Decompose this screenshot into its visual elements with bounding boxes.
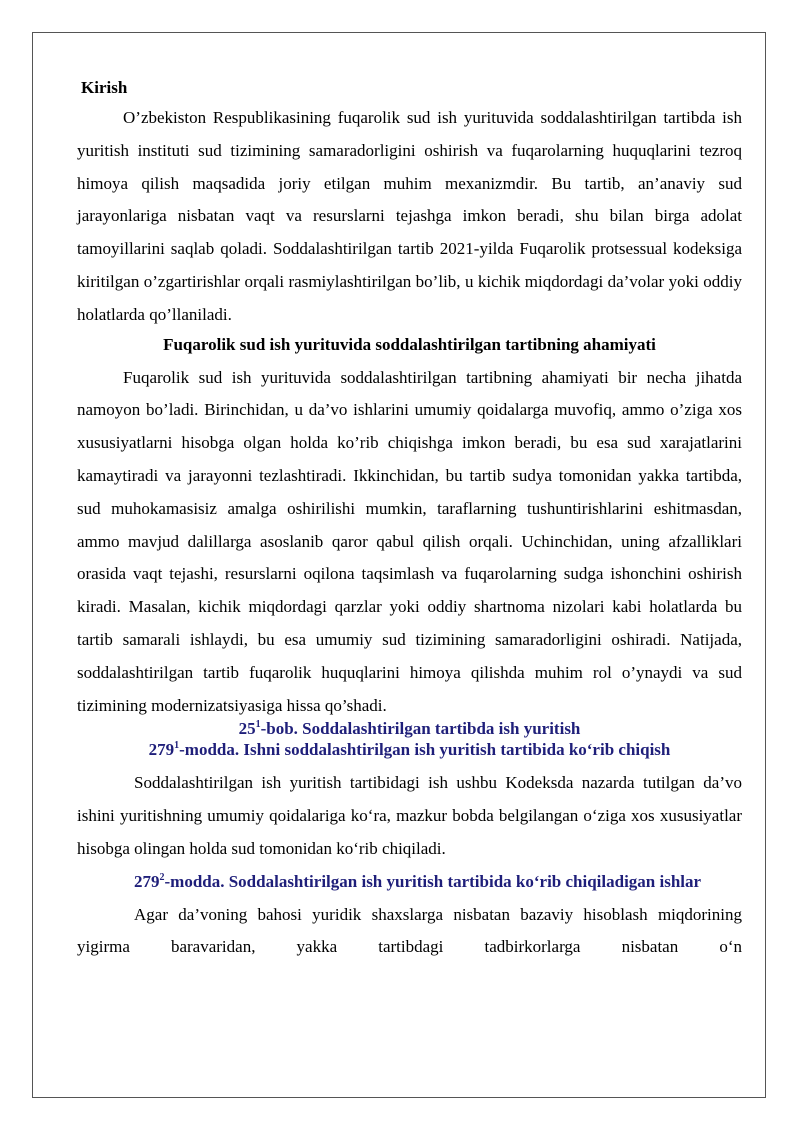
article-1-title: -modda. Ishni soddalashtirilgan ish yuritish tartibida ko‘rib chiqish [179,740,671,760]
section-paragraph: Fuqarolik sud ish yurituvida soddalashtirilgan tartibning ahamiyati bir necha jihatda namoyon bo’ladi. Birinchidan, u da’vo ishlarini umumiy qoidalarga muvofiq, ammo o’ziga xos xususiyatlarni hisobga olgan holda ko’rib chiqishga imkon beradi, bu esa sud xarajatlarini kamaytiradi va jarayonni tezlashtiradi. Ikkinchidan, bu tartib sudya tomonidan yakka tartibda, sud muhokamasisiz amalga oshirilishi mumkin, taraflarning tushuntirishlarini eshitmasdan, ammo mavjud dalillarga asoslanib qaror qabul qilish orqali. Uchinchidan, uning afzalliklari orasida vaqt tejashi, resurslarni oqilona taqsimlash va fuqarolarning sudga ishonchini oshirish kiradi. Masalan, kichik miqdordagi qarzlar yoki oddiy shartnoma nizolari kabi holatlarda bu tartib samarali ishlaydi, bu esa umumiy sud tizimining samaradorligini oshiradi. Natijada, soddalashtirilgan tartib fuqarolik huquqlarini himoya qilishda muhim rol o’ynaydi va sud tizimining modernizatsiyasiga hissa qo’shadi. [77,367,742,715]
chapter-heading [77,719,742,739]
article-2-superscript: 2 [159,871,165,883]
article-1-paragraph: Soddalashtirilgan ish yuritish tartibidagi ish ushbu Kodeksda nazarda tutilgan da’vo ishini yuritishning umumiy qoidalariga ko‘ra, mazkur bobda belgilangan o‘ziga xos xususiyatlar hisobga olingan holda sud tomonidan ko‘rib chiqiladi. [77,773,742,858]
article-2-paragraph: Agar da’voning bahosi yuridik shaxslarga nisbatan bazaviy hisoblash miqdorining yigirma baravaridan, yakka tartibdagi tadbirkorlarga nisbatan o‘n [77,904,742,957]
article-1-superscript: 1 [174,740,180,752]
chapter-title: -bob. Soddalashtirilgan tartibda ish yuritish [260,719,581,739]
intro-heading: Kirish [81,78,128,97]
article-2-heading [77,866,742,899]
section-heading: Fuqarolik sud ish yurituvida soddalashtirilgan tartibning ahamiyati [163,334,656,354]
intro-paragraph: O’zbekiston Respublikasining fuqarolik sud ish yurituvida soddalashtirilgan tartibda ish yuritish instituti sud tizimining samaradorligini oshirish va fuqarolarning huquqlarini tezroq himoya qilish maqsadida joriy etilgan muhim mexanizmdir. Bu tartib, an’anaviy sud jarayonlariga nisbatan vaqt va resurslarni tejashga imkon beradi, shu bilan birga adolat tamoyillarini saqlab qoladi. Soddalashtirilgan tartib 2021-yilda Fuqarolik protsessual kodeksiga kiritilgan o’zgartirishlar orqali rasmiylashtirilgan bo’lib, u kichik miqdordagi da’volar yoki oddiy holatlarda qo’llaniladi. [77,108,742,324]
chapter-superscript: 1 [255,719,261,731]
chapter-number: 25 [238,719,256,739]
document-body [77,72,742,964]
article-2-title: -modda. Soddalashtirilgan ish yuritish tartibida ko‘rib chiqiladigan ishlar [164,871,702,891]
article-2-number: 279 [134,871,160,891]
article-1-number: 279 [148,740,175,760]
article-1-heading [77,739,742,761]
